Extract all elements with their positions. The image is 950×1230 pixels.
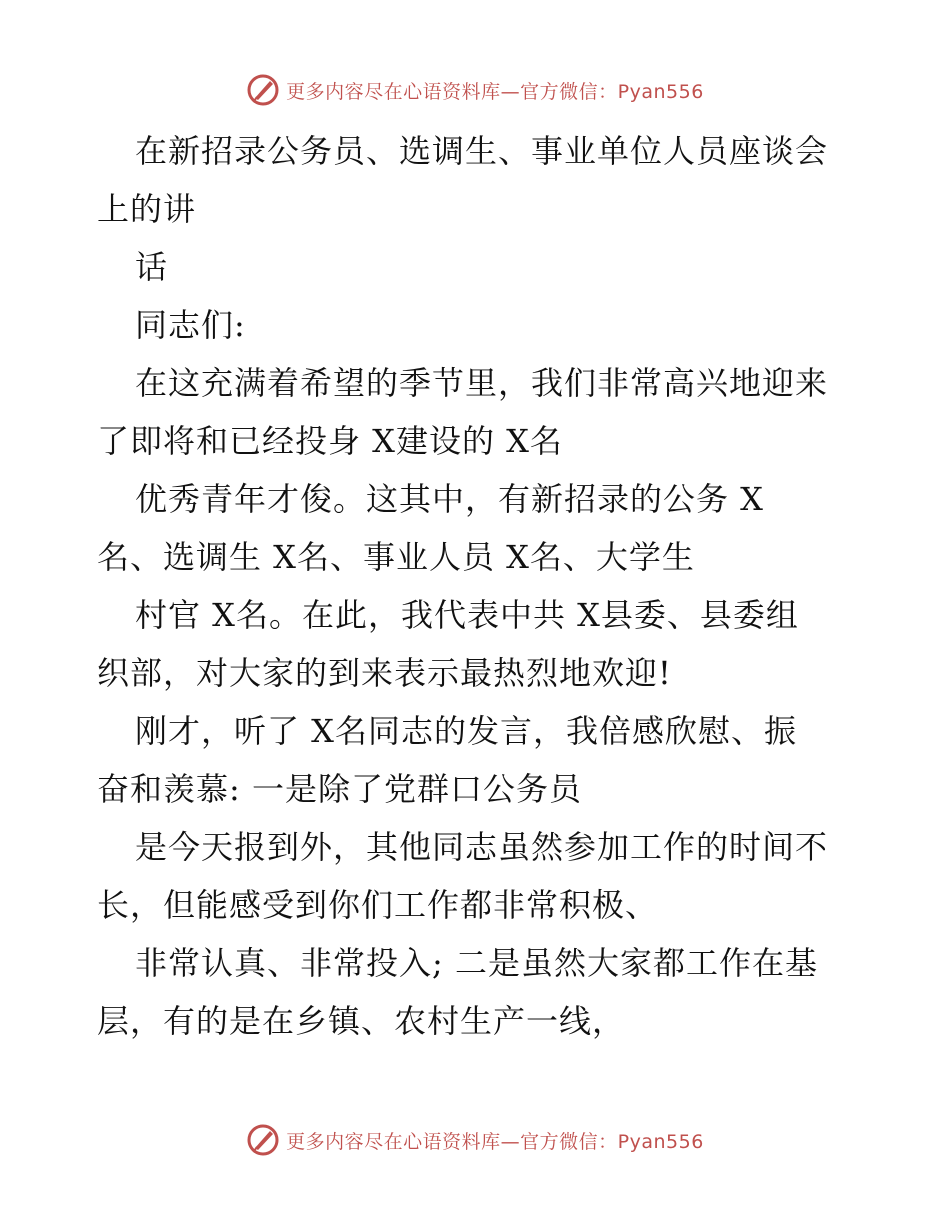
text-line: 织部，对大家的到来表示最热烈地欢迎! (97, 654, 672, 692)
quill-logo-icon (246, 1123, 280, 1157)
watermark-text: 更多内容尽在心语资料库—官方微信：Pyan556 (286, 80, 704, 103)
text-line: 话 (135, 248, 169, 286)
text-line: 长，但能感受到你们工作都非常积极、 (97, 886, 659, 924)
text-line: 了即将和已经投身 X建设的 X名 (97, 422, 563, 460)
text-line: 在这充满着希望的季节里，我们非常高兴地迎来 (135, 364, 829, 402)
text-line: 奋和羡慕: 一是除了党群口公务员 (97, 770, 582, 808)
footer-watermark (0, 1120, 950, 1160)
text-line: 上的讲 (97, 190, 197, 228)
text-line: 优秀青年才俊。这其中，有新招录的公务 X (135, 480, 764, 518)
watermark-account: Pyan556 (617, 1130, 704, 1153)
text-line: 在新招录公务员、选调生、事业单位人员座谈会 (135, 132, 829, 170)
watermark-text: 更多内容尽在心语资料库—官方微信：Pyan556 (286, 1130, 704, 1153)
text-line: 非常认真、非常投入; 二是虽然大家都工作在基 (135, 944, 818, 982)
text-line: 是今天报到外，其他同志虽然参加工作的时间不 (135, 828, 829, 866)
text-line: 刚才，听了 X名同志的发言，我倍感欣慰、振 (135, 712, 797, 750)
text-line: 名、选调生 X名、事业人员 X名、大学生 (97, 538, 695, 576)
quill-logo-icon (246, 73, 280, 107)
text-line: 同志们: (135, 306, 246, 344)
watermark-account: Pyan556 (617, 80, 704, 103)
header-watermark (0, 70, 950, 110)
text-line: 层，有的是在乡镇、农村生产一线， (97, 1002, 626, 1040)
text-line: 村官 X名。在此，我代表中共 X县委、县委组 (135, 596, 799, 634)
document-body (97, 122, 857, 1050)
